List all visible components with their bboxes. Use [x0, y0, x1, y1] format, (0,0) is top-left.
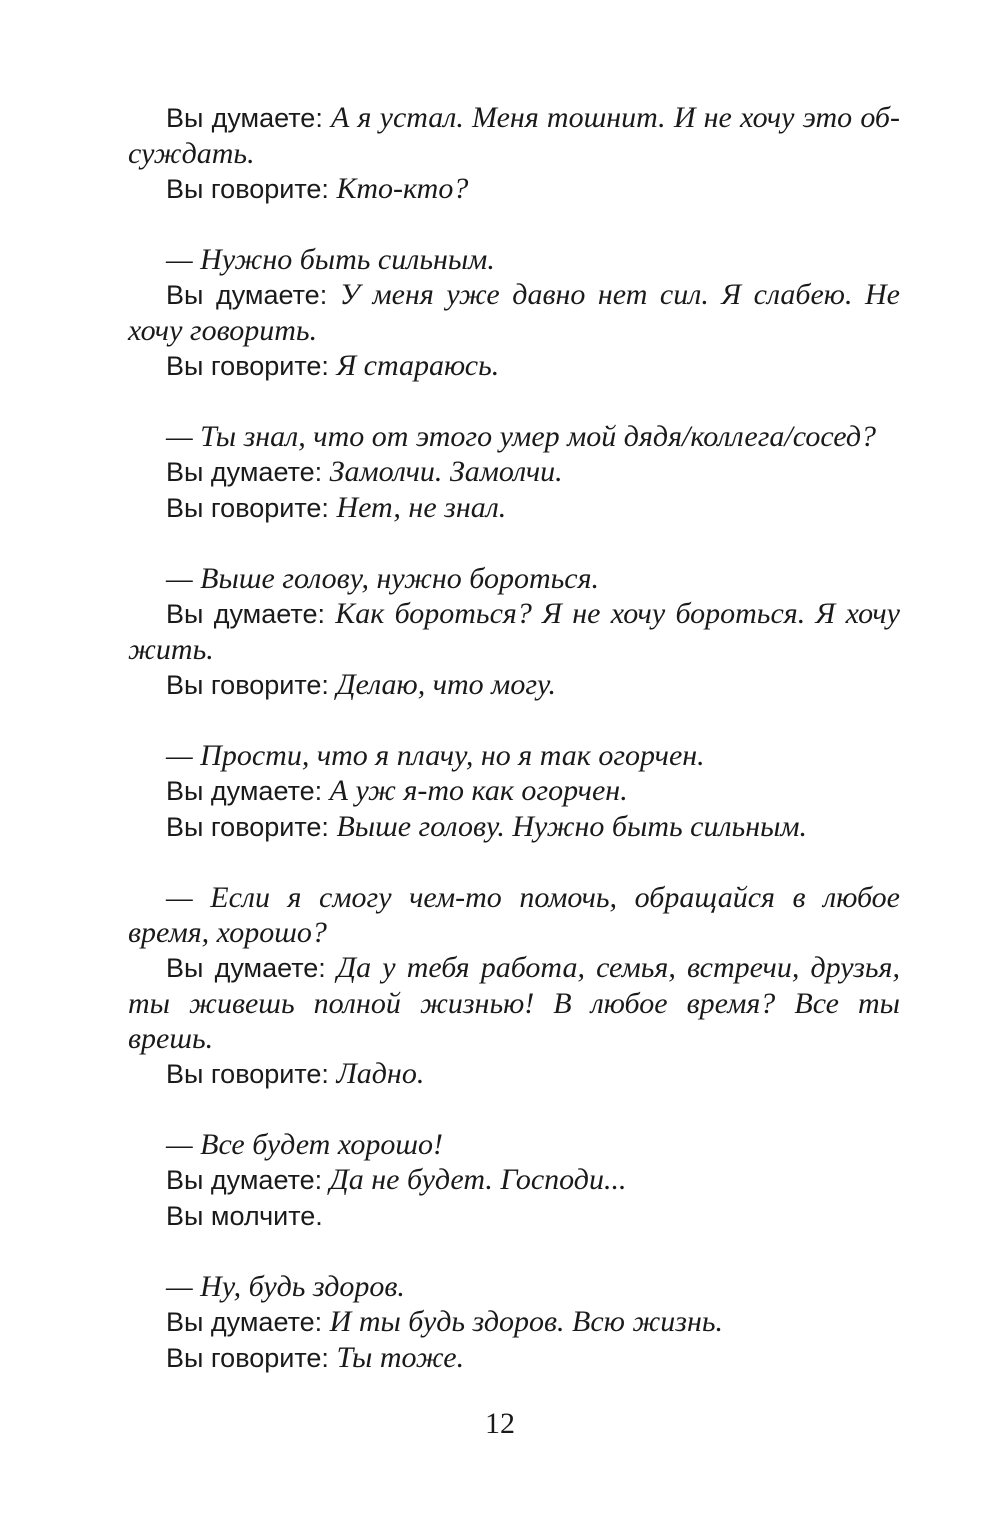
say-line [128, 667, 900, 703]
quote-line: — Все будет хорошо! [166, 1128, 443, 1161]
say-line [128, 1340, 900, 1376]
think-label: Вы думаете: [166, 953, 326, 983]
think-label: Вы думаете: [166, 1165, 323, 1195]
say-line [128, 1056, 900, 1092]
say-label: Вы говорите: [166, 174, 329, 204]
think-line [128, 950, 900, 1056]
say-text: Выше голову. Нужно быть сильным. [336, 810, 808, 843]
think-label: Вы думаете: [166, 280, 328, 310]
say-text: Нет, не знал. [336, 491, 507, 524]
think-text: У меня уже давно нет сил. Я слабею. Не хочу говорить. [128, 278, 900, 347]
think-line [128, 596, 900, 667]
page-text [128, 100, 900, 1376]
say-text: Ладно. [336, 1057, 425, 1090]
think-label: Вы думаете: [166, 457, 323, 487]
quote-line: — Прости, что я плачу, но я так огорчен. [166, 739, 705, 772]
silent-text: Вы молчите. [166, 1201, 323, 1231]
think-label: Вы думаете: [166, 103, 323, 133]
think-line [128, 100, 900, 171]
think-text: Да не будет. Господи... [329, 1163, 627, 1196]
think-text: Замолчи. Замолчи. [329, 455, 563, 488]
think-line [128, 1304, 900, 1340]
say-text: Кто-кто? [336, 172, 469, 205]
say-label: Вы говорите: [166, 812, 329, 842]
think-line [128, 277, 900, 348]
think-label: Вы думаете: [166, 776, 323, 806]
say-text: Ты тоже. [336, 1341, 465, 1374]
say-label: Вы говорите: [166, 1343, 329, 1373]
say-label: Вы говорите: [166, 493, 329, 523]
say-label: Вы говорите: [166, 670, 329, 700]
quote-line: — Нужно быть сильным. [166, 243, 495, 276]
quote-line: — Выше голову, нужно бороться. [166, 562, 600, 595]
think-line [128, 1162, 900, 1198]
think-text: А я устал. Меня тошнит. И не хочу это обсуждать. [128, 101, 901, 170]
think-text: А уж я-то как огорчен. [329, 774, 628, 807]
say-line [128, 490, 900, 526]
say-label: Вы говорите: [166, 351, 329, 381]
say-line [128, 171, 900, 207]
think-text: Да у тебя работа, семья, встречи, друзья, ты живешь полной жизнью! В любое время? Все ты врешь. [128, 951, 901, 1055]
silent-line [128, 1198, 900, 1234]
say-line [128, 809, 900, 845]
quote-line: — Ну, будь здоров. [166, 1270, 405, 1303]
say-label: Вы говорите: [166, 1059, 329, 1089]
think-line [128, 773, 900, 809]
think-text: Как бороться? Я не хочу бороться. Я хочу жить. [128, 597, 900, 666]
think-label: Вы думаете: [166, 599, 325, 629]
think-line [128, 454, 900, 490]
page-number: 12 [485, 1407, 515, 1440]
think-label: Вы думаете: [166, 1307, 323, 1337]
say-text: Делаю, что могу. [336, 668, 556, 701]
say-line [128, 348, 900, 384]
think-text: И ты будь здоров. Всю жизнь. [329, 1305, 723, 1338]
quote-line: — Ты знал, что от этого умер мой дядя/коллега/сосед? [166, 420, 876, 453]
quote-line: — Если я смогу чем-то помочь, обращайся в любое время, хорошо? [128, 881, 900, 949]
say-text: Я стараюсь. [336, 349, 500, 382]
